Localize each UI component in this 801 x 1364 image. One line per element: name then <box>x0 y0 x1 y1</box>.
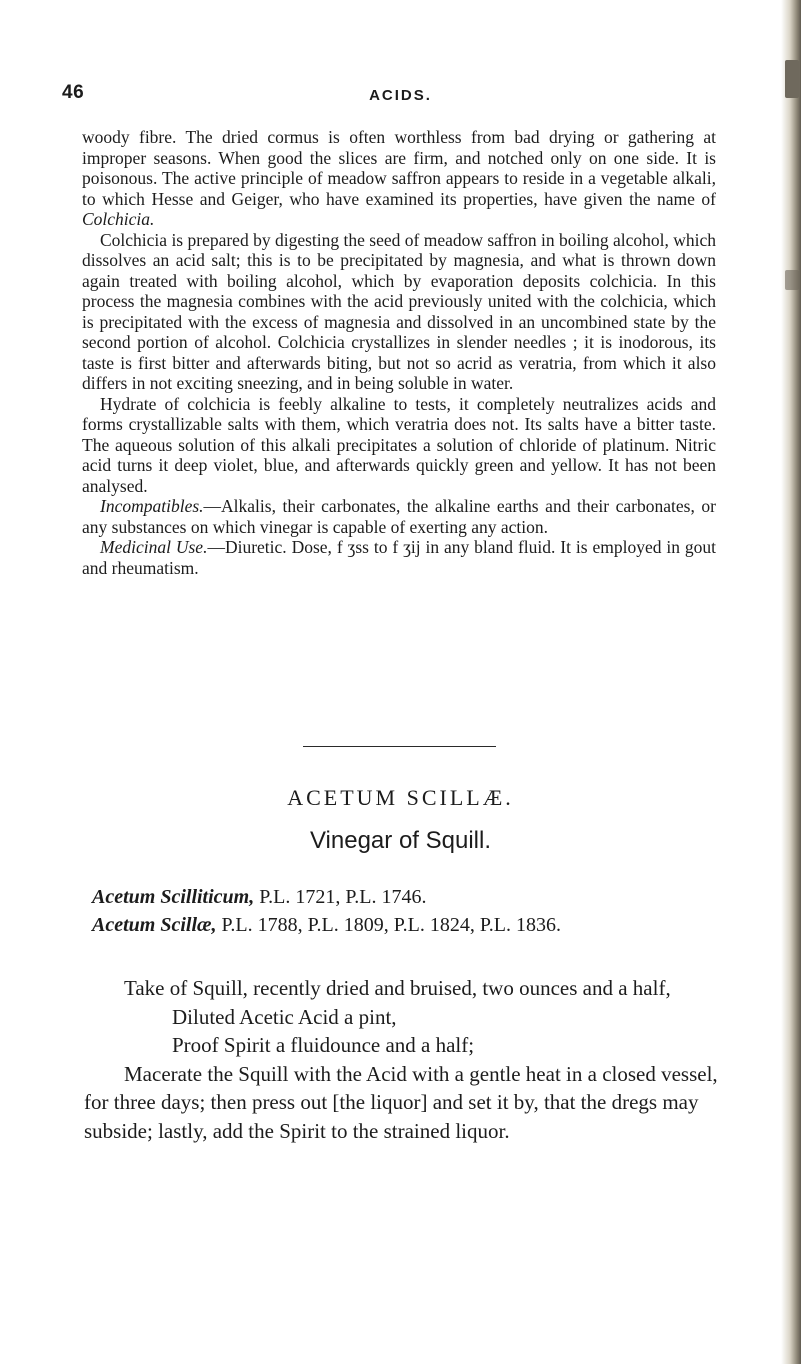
paragraph-text: —Diuretic. Dose, f ʒss to f ʒij in any bland fluid. It is employed in gout and rheumatism. <box>82 537 716 578</box>
reference-line <box>92 911 732 939</box>
recipe <box>84 974 730 1145</box>
section-title-english: Vinegar of Squill. <box>309 827 491 854</box>
reference-name: Acetum Scillæ, <box>92 914 217 936</box>
ingredient-line: Take of Squill, recently dried and bruised, two ounces and a half, <box>124 976 671 1000</box>
paragraph <box>82 496 716 537</box>
italic-term: Colchicia. <box>82 209 155 229</box>
pharmacopoeia-references <box>92 883 732 939</box>
page-edge-shadow <box>781 0 801 1364</box>
paragraph-text: woody fibre. The dried cormus is often worthless from bad drying or gathering at improper seasons. When good the slices are firm, and notched only on one side. It is poisonous. The active principle of meadow saffron appears to reside in a vegetable alkali, to which Hesse and Geiger, who have examined its properties, have given the name of <box>82 127 716 209</box>
running-title: ACIDS. <box>369 87 432 104</box>
paragraph <box>82 537 716 578</box>
reference-name: Acetum Scilliticum, <box>92 886 255 908</box>
section-divider <box>303 746 496 747</box>
page-number: 46 <box>62 82 85 103</box>
paragraph: Colchicia is prepared by digesting the seed of meadow saffron in boiling alcohol, which dissolves an acid salt; this is to be precipitated by magnesia, and what is thrown down again treated with boiling alcohol, which by evaporation deposits colchicia. In this process the magnesia combines with the acid previously united with the colchicia, which is precipitated with the excess of magnesia and dissolved in an uncombined state by the second portion of alcohol. Colchicia crystallizes in slender needles ; it is inodorous, its taste is first bitter and afterwards biting, but not so acrid as veratria, from which it also differs in not exciting sneezing, and in being soluble in water. <box>82 229 716 393</box>
body-text <box>82 127 716 578</box>
ingredient-line: Proof Spirit a fluidounce and a half; <box>172 1033 475 1057</box>
paragraph-label: Incompatibles. <box>100 496 204 516</box>
section-title-latin: ACETUM SCILLÆ. <box>287 785 514 810</box>
page-edge-stain <box>785 270 799 290</box>
ingredient-line: Diluted Acetic Acid a pint, <box>172 1004 397 1029</box>
paragraph-label: Medicinal Use. <box>100 537 208 557</box>
recipe-method: Macerate the Squill with the Acid with a gentle heat in a closed vessel, for three days; then press out [the liquor] and set it by, that the dregs may subside; lastly, add the Spirit to the strained liquor. <box>84 1061 718 1143</box>
reference-editions: P.L. 1721, P.L. 1746. <box>259 886 427 908</box>
reference-line <box>92 883 732 911</box>
paragraph: Hydrate of colchicia is feebly alkaline to tests, it completely neutralizes acids and forms crystallizable salts with them, which veratria does not. Its salts have a bitter taste. The aqueous solution of this alkali precipitates a solution of chloride of platinum. Nitric acid turns it deep violet, blue, and afterwards quickly green and yellow. It has not been analysed. <box>82 393 716 496</box>
reference-editions: P.L. 1788, P.L. 1809, P.L. 1824, P.L. 1836. <box>221 914 561 936</box>
paragraph-text: —Alkalis, their carbonates, the alkaline earths and their carbonates, or any substances on which vinegar is capable of exerting any action. <box>82 496 716 537</box>
paragraph <box>82 127 716 230</box>
